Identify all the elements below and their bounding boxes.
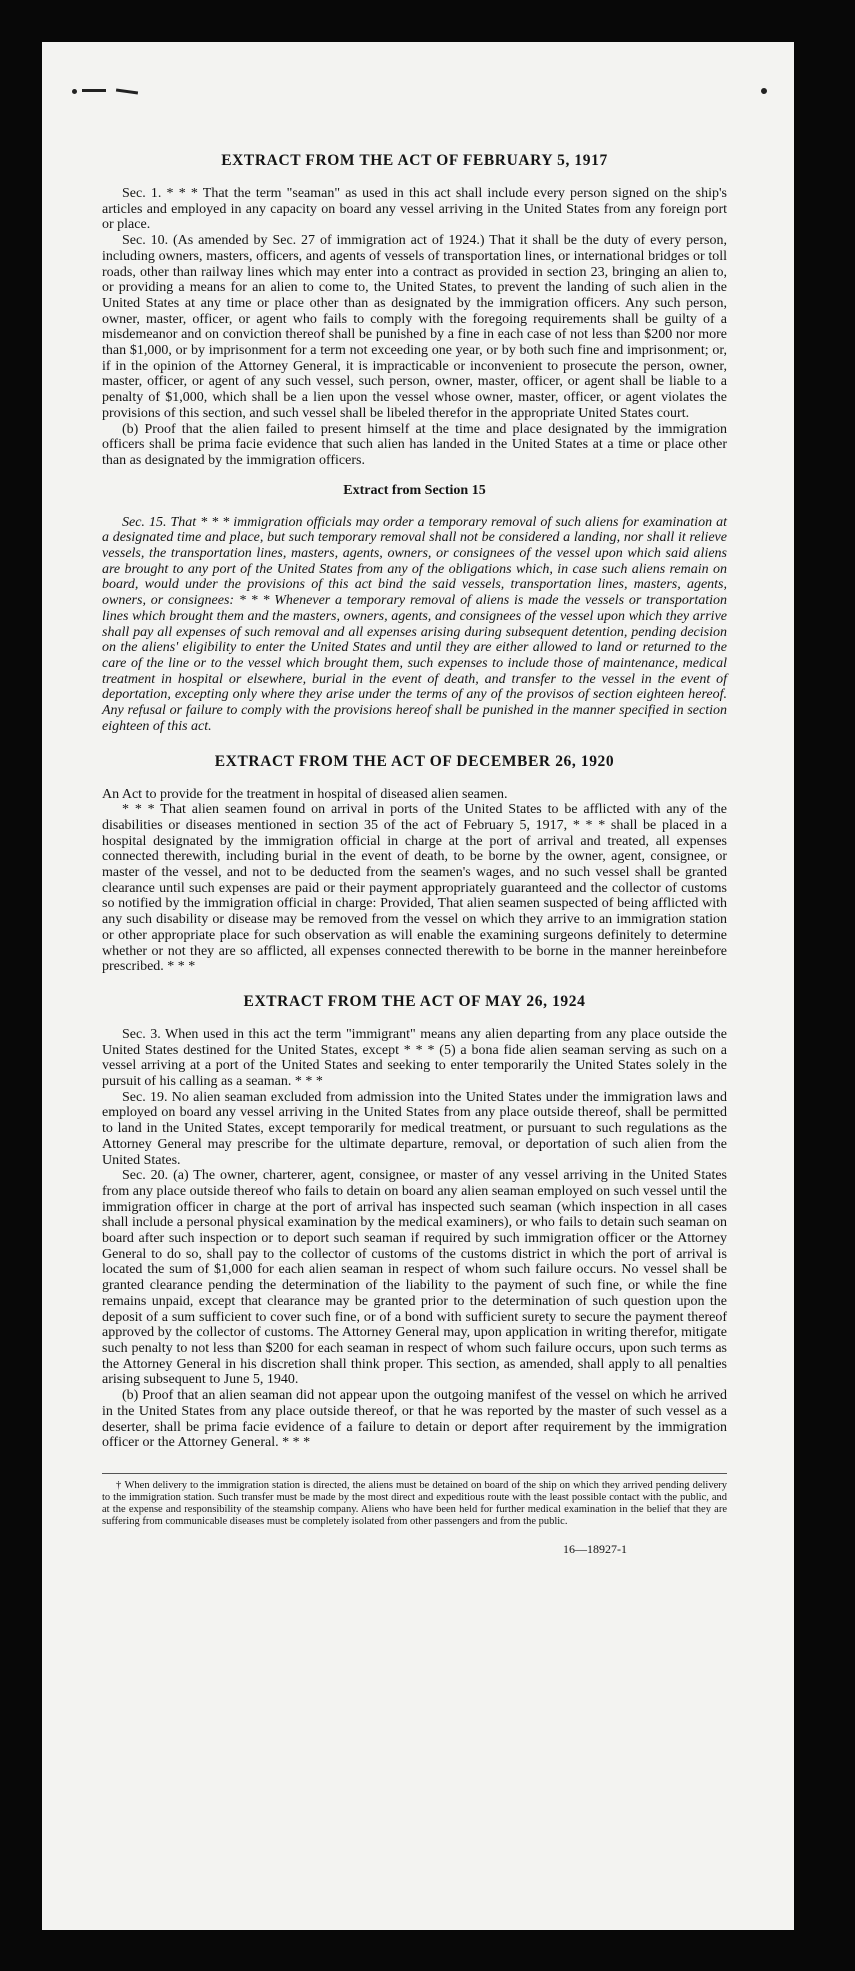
section-heading: EXTRACT FROM THE ACT OF FEBRUARY 5, 1917 — [221, 152, 608, 169]
paragraph: Sec. 15. That * * * immigration officials may order a temporary removal of such aliens for examination at a designated time and place, but such temporary removal shall not be considered a landing, nor shall it relieve vessels, the transportation lines, masters, agents, owners, or consignees of the vessel upon which said aliens are brought to any port of the United States from any of the obligations which, in case such aliens remain on board, would under the provisions of this act bind the said vessels, transportation lines, masters, agents, owners, or consignees: * * * Whenever a temporary removal of aliens is made the vessels or transportation lines which brought them and the masters, owners, agents, and consignees of the vessel upon which they arrive shall pay all expenses of such removal and all expenses arising during subsequent detention, pending decision on the aliens' eligibility to enter the United States and until they are either allowed to land or returned to the care of the line or to the vessel which brought them, such expenses to include those of maintenance, medical treatment in hospital or elsewhere, burial in the event of death, and transfer to the vessel in the event of deportation, excepting only where they arise under the terms of any of the provisos of section eighteen hereof. Any refusal or failure to comply with the provisions hereof shall be punished in the manner specified in section eighteen of this act. — [102, 514, 727, 734]
section-heading: EXTRACT FROM THE ACT OF MAY 26, 1924 — [243, 992, 586, 1010]
paragraph: Sec. 1. * * * That the term "seaman" as used in this act shall include every person signed on the ship's articles and employed in any capacity on board any vessel arriving in the United States from any foreign port or place. — [102, 186, 727, 233]
section-heading: EXTRACT FROM THE ACT OF DECEMBER 26, 1920 — [214, 752, 615, 770]
paragraph: Sec. 20. (a) The owner, charterer, agent, consignee, or master of any vessel arriving in the United States from any place outside thereof who fails to detain on board any alien seaman employed on such vessel until the immigration officer in charge at the port of arrival has inspected such seaman (which inspection in all cases shall include a personal physical examination by the medical examiners), or who fails to detain such seaman on board after such inspection or to deport such seaman if required by such immigration officer or the Attorney General to do so, shall pay to the collector of customs of the customs district in which the port of arrival is located the sum of $1,000 for each alien seaman in respect of whom such failure occurs. No vessel shall be granted clearance pending the determination of the liability to the payment of such fine, or while the fine remains unpaid, except that clearance may be granted prior to the determination of such question upon the deposit of a sum sufficient to cover such fine, or of a bond with sufficient surety to secure the payment thereof approved by the collector of customs. The Attorney General may, upon application in writing therefor, mitigate such penalty to not less than $200 for each seaman in respect of whom such failure occurs, upon such terms as the Attorney General in his discretion shall think proper. This section, as amended, shall apply to all penalties arising subsequent to June 5, 1940. — [102, 1168, 727, 1388]
footnote — [102, 1473, 727, 1528]
form-number: 16—18927-1 — [563, 1541, 627, 1556]
paragraph: An Act to provide for the treatment in hospital of diseased alien seamen. — [102, 786, 508, 802]
punch-mark-right-dot — [761, 88, 767, 94]
paragraph: Sec. 3. When used in this act the term "immigrant" means any alien departing from any place outside the United States destined for the United States, except * * * (5) a bona fide alien seaman serving as such on a vessel arriving at a port of the United States and seeking to enter temporarily the United States solely in the pursuit of his calling as a seaman. * * * — [102, 1026, 727, 1090]
document-body — [102, 152, 727, 1557]
punch-mark-dash — [82, 89, 106, 92]
paragraph: Sec. 10. (As amended by Sec. 27 of immigration act of 1924.) That it shall be the duty of every person, including owners, masters, officers, and agents of vessels of transportation lines, or international bridges or toll roads, other than railway lines which may enter into a contract as provided in section 23, bringing an alien to, or providing a means for an alien to come to, the United States, to prevent the landing of such alien in the United States at any time or place other than as designated by the immigration officers. Any such person, owner, master, officer, or agent who fails to comply with the foregoing requirements shall be guilty of a misdemeanor and on conviction thereof shall be punished by a fine in each case of not less than $200 nor more than $1,000, or by imprisonment for a term not exceeding one year, or by both such fine and imprisonment; or, if in the opinion of the Attorney General, it is impracticable or inconvenient to prosecute the person, owner, master, officer, or agent of any such vessel, such person, owner, master, officer, or agent shall be liable to a penalty of $1,000, which shall be a lien upon the vessel whose owner, master, officer, or agent violates the provisions of this section, and such vessel shall be libeled therefor in the appropriate United States court. — [102, 233, 727, 421]
paragraph: Sec. 19. No alien seaman excluded from admission into the United States under the immigration laws and employed on board any vessel arriving in the United States from any place outside thereof, shall be permitted to land in the United States, except temporarily for medical treatment, or pursuant to such regulations as the Attorney General may prescribe for the ultimate departure, removal, or deportation of such alien from the United States. — [102, 1089, 727, 1168]
punch-mark-left-dot — [72, 89, 77, 94]
footnote-text: † When delivery to the immigration station is directed, the aliens must be detained on board of the ship on which they arrived pending delivery to the immigration station. Such transfer must be made by the most direct and expeditious route with the least possible contact with the public, and at the expense and responsibility of the steamship company. Aliens who have been held for further medical examination in the belief that they are suffering from communicable diseases must be completely isolated from other passengers and from the public. — [102, 1479, 727, 1527]
paragraph: * * * That alien seamen found on arrival in ports of the United States to be afflicted with any of the disabilities or diseases mentioned in section 35 of the act of February 5, 1917, * * * shall be placed in a hospital designated by the immigration official in charge at the port of arrival and treated, all expenses connected therewith, including burial in the event of death, to be borne by the owner, agent, consignee, or master of the vessel, and not to be deducted from the seamen's wages, and no such vessel shall be granted clearance until such expenses are paid or their payment appropriately guaranteed and the collector of customs so notified by the immigration official in charge: Provided, That alien seamen suspected of being afflicted with any such disability or disease may be removed from the vessel on which they arrive to an immigration station or other appropriate place for such observation as will enable the examining surgeons definitely to determine whether or not they are so afflicted, all expenses connected therewith to be borne in the manner hereinbefore prescribed. * * * — [102, 802, 727, 975]
punch-mark-dash — [116, 88, 138, 94]
section-subheading: Extract from Section 15 — [343, 482, 486, 498]
paragraph: (b) Proof that an alien seaman did not appear upon the outgoing manifest of the vessel on which he arrived in the United States from any place outside thereof, or that he was reported by the master of such vessel as a deserter, shall be prima facie evidence of a failure to detain or deport after requirement by the immigration officer or the Attorney General. * * * — [102, 1388, 727, 1451]
paragraph: (b) Proof that the alien failed to present himself at the time and place designated by the immigration officers shall be prima facie evidence that such alien has landed in the United States at a time or place other than as designated by the immigration officers. — [102, 421, 727, 468]
punch-marks — [72, 82, 767, 102]
document-page — [42, 42, 794, 1930]
